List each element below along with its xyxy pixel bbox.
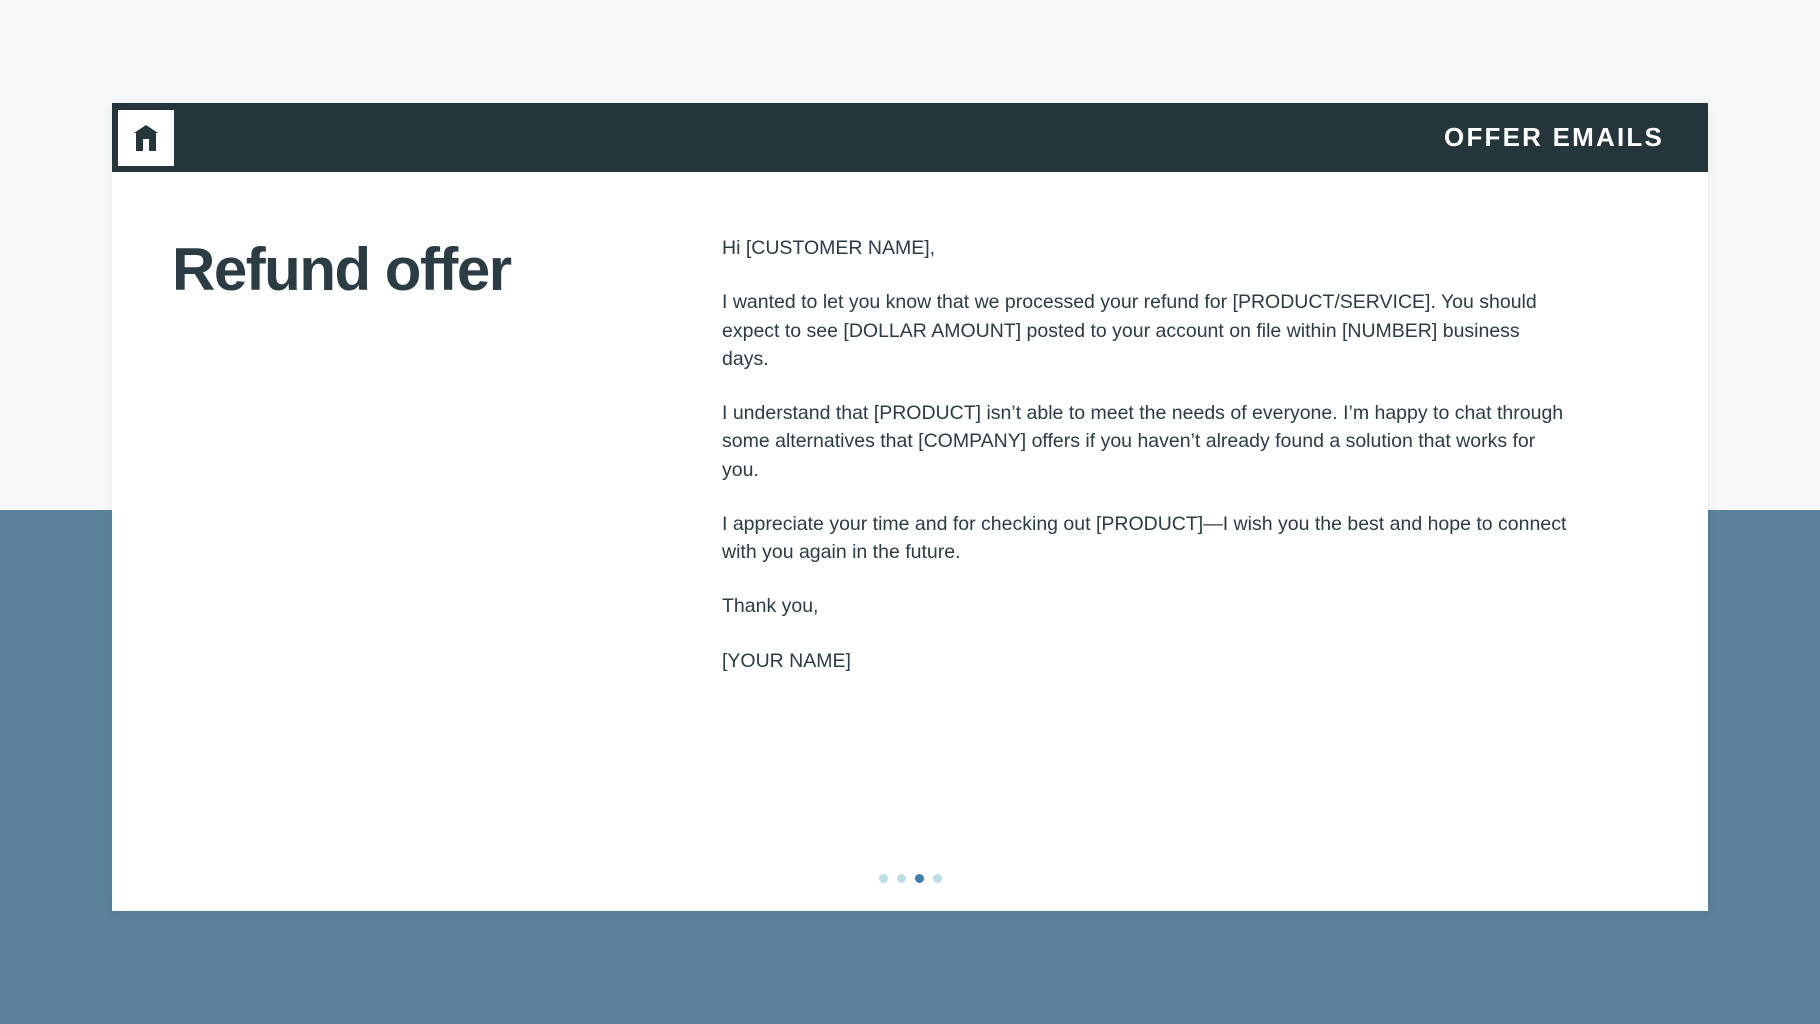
slide-card xyxy=(112,103,1708,911)
email-paragraph: I understand that [PRODUCT] isn’t able to meet the needs of everyone. I’m happy to chat through some alternatives that [COMPANY] offers if you haven’t already found a solution that works for you. xyxy=(722,402,1564,481)
email-paragraph: I wanted to let you know that we processed your refund for [PRODUCT/SERVICE]. You should expect to see [DOLLAR AMOUNT] posted to your account on file within [NUMBER] business days. xyxy=(722,291,1537,370)
email-paragraph: I appreciate your time and for checking out [PRODUCT]—I wish you the best and hope to connect with you again in the future. xyxy=(722,512,1567,564)
pagination-dot-active[interactable] xyxy=(915,874,924,883)
email-body xyxy=(722,234,1568,675)
email-paragraph: Hi [CUSTOMER NAME], xyxy=(722,237,936,259)
email-paragraph: [YOUR NAME] xyxy=(722,649,851,672)
mailbox-icon xyxy=(118,110,174,166)
pagination-dot[interactable] xyxy=(933,874,942,883)
card-body xyxy=(112,172,1708,911)
email-column xyxy=(722,172,1708,911)
card-header xyxy=(112,103,1708,172)
header-title: OFFER EMAILS xyxy=(1444,122,1664,152)
email-paragraph: Thank you, xyxy=(722,595,819,618)
title-column xyxy=(112,172,722,911)
pagination-dots[interactable] xyxy=(112,874,1708,883)
page-title: Refund offer xyxy=(172,236,511,303)
pagination-dot[interactable] xyxy=(879,874,888,883)
pagination-dot[interactable] xyxy=(897,874,906,883)
